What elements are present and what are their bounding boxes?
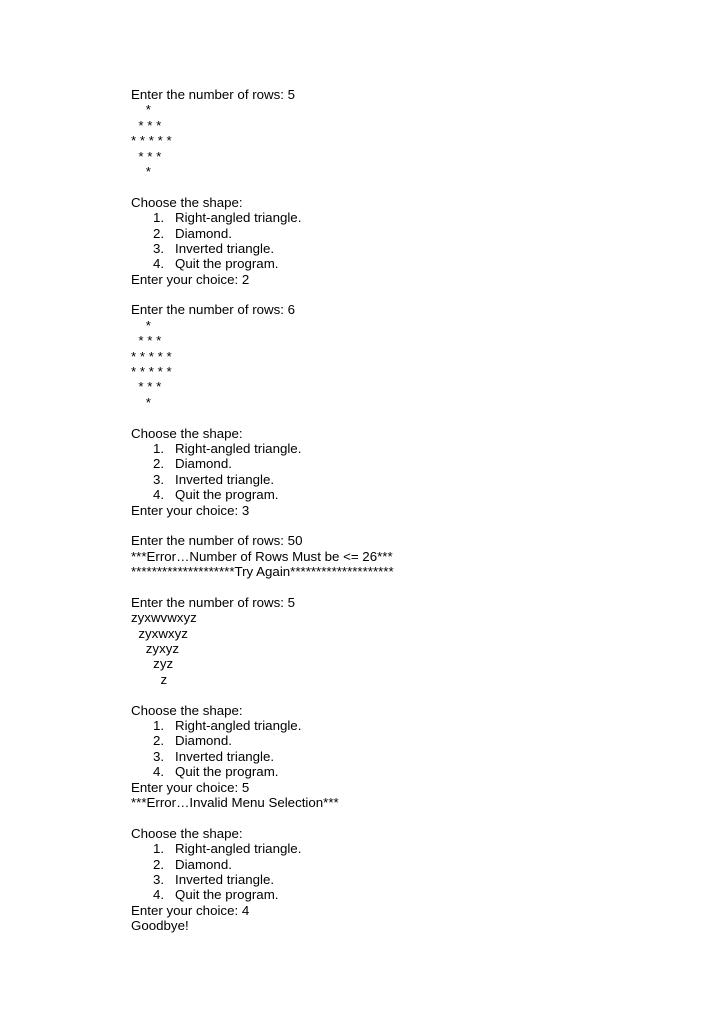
- output-line: ***Error…Number of Rows Must be <= 26***: [131, 548, 393, 564]
- menu-option: [131, 857, 691, 872]
- output-line: * * *: [131, 333, 162, 349]
- output-line: ***Error…Invalid Menu Selection***: [131, 794, 339, 810]
- blank-line: [131, 580, 691, 595]
- output-line: ********************Try Again********************: [131, 564, 394, 580]
- output-line: Enter the number of rows: 50: [131, 533, 303, 549]
- menu-option-label: Diamond.: [175, 856, 232, 872]
- output-line: zyxyz: [131, 641, 180, 657]
- menu-option: [131, 887, 691, 902]
- menu-option: [131, 487, 691, 502]
- output-line: Goodbye!: [131, 918, 189, 934]
- menu-option-number: 2.: [153, 856, 165, 872]
- menu-option: [131, 733, 691, 748]
- menu-option-number: 1.: [153, 841, 165, 857]
- menu-option-label: Diamond.: [175, 225, 232, 241]
- output-line: * * *: [131, 148, 162, 164]
- blank-line: [131, 179, 691, 194]
- output-line: Enter your choice: 5: [131, 779, 250, 795]
- menu-option-number: 2.: [153, 456, 165, 472]
- output-line: * * * * *: [131, 364, 172, 380]
- output-line: Enter your choice: 3: [131, 502, 250, 518]
- menu-option: [131, 456, 691, 471]
- menu-option-number: 1.: [153, 718, 165, 734]
- output-line: Enter your choice: 4: [131, 902, 250, 918]
- menu-option-label: Inverted triangle.: [175, 471, 275, 487]
- menu-option-number: 2.: [153, 225, 165, 241]
- menu-option: [131, 718, 691, 733]
- output-line: Choose the shape:: [131, 425, 243, 441]
- menu-option: [131, 841, 691, 856]
- output-line: * * * * *: [131, 133, 172, 149]
- menu-option-label: Quit the program.: [175, 887, 279, 903]
- menu-option-label: Quit the program.: [175, 256, 279, 272]
- menu-option-number: 1.: [153, 210, 165, 226]
- output-line: zyxwxyz: [131, 625, 188, 641]
- output-line: *: [131, 317, 151, 333]
- output-line: *: [131, 163, 151, 179]
- blank-line: [131, 518, 691, 533]
- blank-line: [131, 287, 691, 302]
- output-line: * * * * *: [131, 348, 172, 364]
- menu-option-number: 4.: [153, 764, 165, 780]
- output-line: Enter your choice: 2: [131, 271, 250, 287]
- output-line: Enter the number of rows: 5: [131, 594, 296, 610]
- blank-line: [131, 810, 691, 825]
- menu-option-number: 4.: [153, 887, 165, 903]
- output-line: zyz: [131, 656, 174, 672]
- menu-option: [131, 226, 691, 241]
- blank-line: [131, 410, 691, 425]
- output-line: z: [131, 671, 168, 687]
- program-output-document: [131, 87, 691, 933]
- menu-option-label: Right-angled triangle.: [175, 841, 302, 857]
- menu-option: [131, 210, 691, 225]
- menu-option-number: 3.: [153, 240, 165, 256]
- menu-option-number: 3.: [153, 748, 165, 764]
- menu-option-label: Right-angled triangle.: [175, 718, 302, 734]
- menu-option-number: 4.: [153, 487, 165, 503]
- output-line: *: [131, 102, 151, 118]
- menu-option: [131, 764, 691, 779]
- menu-option-label: Right-angled triangle.: [175, 210, 302, 226]
- output-line: Enter the number of rows: 6: [131, 302, 296, 318]
- menu-option-label: Inverted triangle.: [175, 748, 275, 764]
- menu-option: [131, 241, 691, 256]
- menu-option-label: Inverted triangle.: [175, 871, 275, 887]
- menu-option-label: Diamond.: [175, 456, 232, 472]
- output-line: Choose the shape:: [131, 194, 243, 210]
- output-line: zyxwvwxyz: [131, 610, 197, 626]
- output-line: Choose the shape:: [131, 825, 243, 841]
- menu-option: [131, 749, 691, 764]
- menu-option-number: 3.: [153, 471, 165, 487]
- menu-option-number: 1.: [153, 440, 165, 456]
- menu-option-label: Inverted triangle.: [175, 240, 275, 256]
- menu-option-number: 4.: [153, 256, 165, 272]
- menu-option-label: Diamond.: [175, 733, 232, 749]
- menu-option-label: Quit the program.: [175, 487, 279, 503]
- menu-option: [131, 256, 691, 271]
- menu-option: [131, 441, 691, 456]
- menu-option-label: Quit the program.: [175, 764, 279, 780]
- output-line: * * *: [131, 379, 162, 395]
- menu-option-label: Right-angled triangle.: [175, 440, 302, 456]
- blank-line: [131, 687, 691, 702]
- menu-option: [131, 472, 691, 487]
- menu-option-number: 3.: [153, 871, 165, 887]
- output-line: Choose the shape:: [131, 702, 243, 718]
- output-line: * * *: [131, 117, 162, 133]
- menu-option: [131, 872, 691, 887]
- output-line: *: [131, 394, 151, 410]
- output-line: Enter the number of rows: 5: [131, 87, 296, 102]
- menu-option-number: 2.: [153, 733, 165, 749]
